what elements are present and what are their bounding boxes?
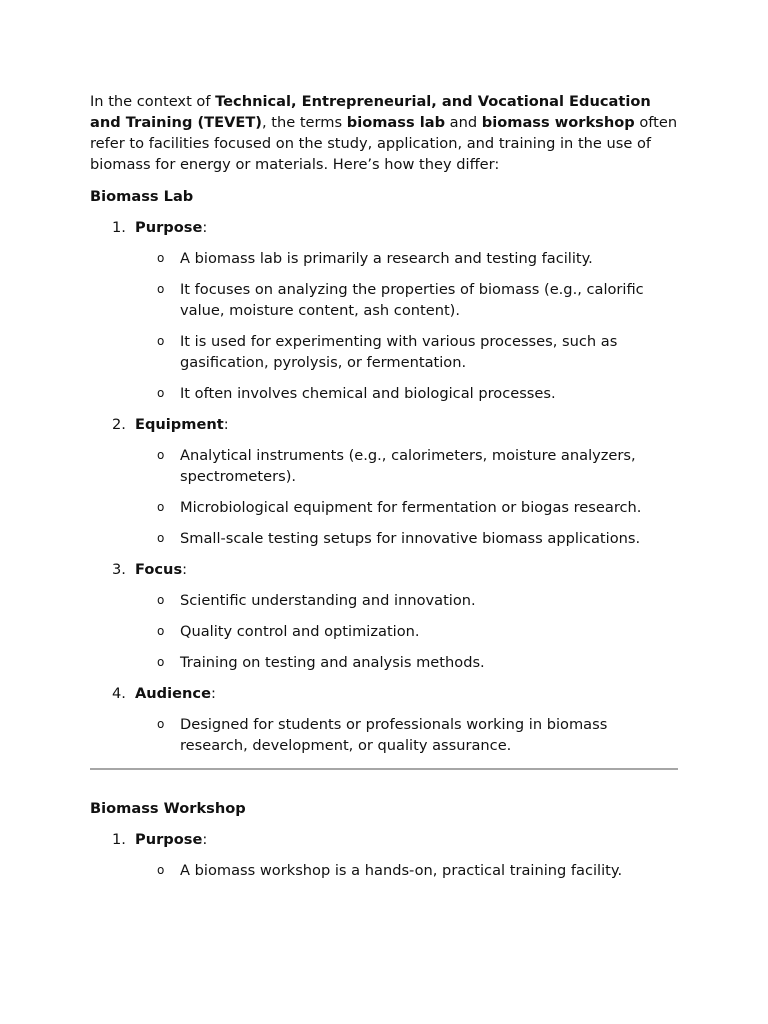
item-label-colon: : [182,561,188,578]
circle-bullet-icon: o [157,334,165,348]
item-number-text: 3. [112,561,126,578]
bullet-text: Small-scale testing setups for innovative biomass applications. [180,530,641,547]
bullet-text: It focuses on analyzing the properties of biomass (e.g., calorific value, moisture content, ash content). [180,281,644,319]
item-label: Equipment [135,416,224,433]
circle-bullet-icon: o [157,531,165,545]
numbered-item-heading [90,829,680,850]
circle-bullet-icon: o [157,863,165,877]
item-heading-text [135,217,207,238]
bullet-text: Designed for students or professionals working in biomass research, development, or quality assurance. [180,716,608,754]
item-number-text: 4. [112,685,126,702]
numbered-item-heading [90,217,680,238]
intro-text-4: often refer to facilities focused on the study, application, and training in the use of biomass for energy or materials. Here’s how they differ: [90,114,678,173]
bullet-item [90,528,680,549]
numbered-item [90,414,680,549]
item-label-colon: : [202,831,208,848]
circle-bullet-icon: o [157,500,165,514]
item-number-text: 2. [112,416,126,433]
section-title-biomass-workshop: Biomass Workshop [90,800,246,817]
item-heading-text [135,559,187,580]
circle-bullet-icon: o [157,655,165,669]
bullet-text: Microbiological equipment for fermentation or biogas research. [180,499,642,516]
intro-bold-tevet: Technical, Entrepreneurial, and Vocational Education and Training (TEVET) [90,93,651,131]
item-number [90,559,135,580]
bullet-item [90,860,680,881]
numbered-item-heading [90,414,680,435]
bullet-item [90,621,680,642]
bullet-text: Analytical instruments (e.g., calorimeters, moisture analyzers, spectrometers). [180,447,636,485]
numbered-item [90,217,680,404]
item-number-text: 1. [112,219,126,236]
bullet-list [90,860,680,881]
numbered-item [90,829,680,881]
bullet-text: It is used for experimenting with various processes, such as gasification, pyrolysis, or fermentation. [180,333,618,371]
bullet-item [90,331,680,373]
circle-bullet-icon: o [157,624,165,638]
item-number-text: 1. [112,831,126,848]
bullet-item [90,590,680,611]
numbered-item [90,683,680,756]
bullet-item [90,383,680,404]
circle-bullet-icon: o [157,282,165,296]
bullet-item [90,445,680,487]
circle-bullet-icon: o [157,593,165,607]
bullet-text: A biomass lab is primarily a research and testing facility. [180,250,593,267]
bullet-list [90,714,680,756]
item-number [90,683,135,704]
bullet-item [90,714,680,756]
item-number [90,217,135,238]
circle-bullet-icon: o [157,448,165,462]
numbered-item [90,559,680,673]
item-label: Audience [135,685,211,702]
bullet-text: Scientific understanding and innovation. [180,592,476,609]
item-number [90,829,135,850]
workshop-numbered-list [90,829,680,881]
numbered-item-heading [90,559,680,580]
bullet-item [90,652,680,673]
item-label: Purpose [135,219,203,236]
item-label-colon: : [223,416,229,433]
bullet-list [90,248,680,404]
item-heading-text [135,414,229,435]
section-biomass-lab [90,186,680,756]
intro-bold-biomass-workshop: biomass workshop [481,114,635,131]
document-body [90,91,680,891]
item-number [90,414,135,435]
bullet-item [90,497,680,518]
circle-bullet-icon: o [157,717,165,731]
item-label-colon: : [202,219,208,236]
bullet-text: Training on testing and analysis methods. [180,654,485,671]
item-label-colon: : [210,685,216,702]
item-label: Focus [135,561,183,578]
intro-text-3: and [445,114,482,131]
bullet-list [90,590,680,673]
numbered-item-heading [90,683,680,704]
bullet-item [90,279,680,321]
bullet-text: A biomass workshop is a hands-on, practical training facility. [180,862,623,879]
intro-paragraph [90,91,680,175]
item-heading-text [135,683,216,704]
bullet-text: It often involves chemical and biological processes. [180,385,556,402]
intro-text-1: In the context of [90,93,216,110]
lab-numbered-list [90,217,680,756]
intro-bold-biomass-lab: biomass lab [346,114,446,131]
horizontal-divider [90,768,678,770]
bullet-item [90,248,680,269]
circle-bullet-icon: o [157,386,165,400]
bullet-text: Quality control and optimization. [180,623,420,640]
section-title-biomass-lab: Biomass Lab [90,188,194,205]
item-label: Purpose [135,831,203,848]
bullet-list [90,445,680,549]
circle-bullet-icon: o [157,251,165,265]
item-heading-text [135,829,207,850]
section-biomass-workshop [90,798,680,881]
intro-text-2: , the terms [261,114,347,131]
